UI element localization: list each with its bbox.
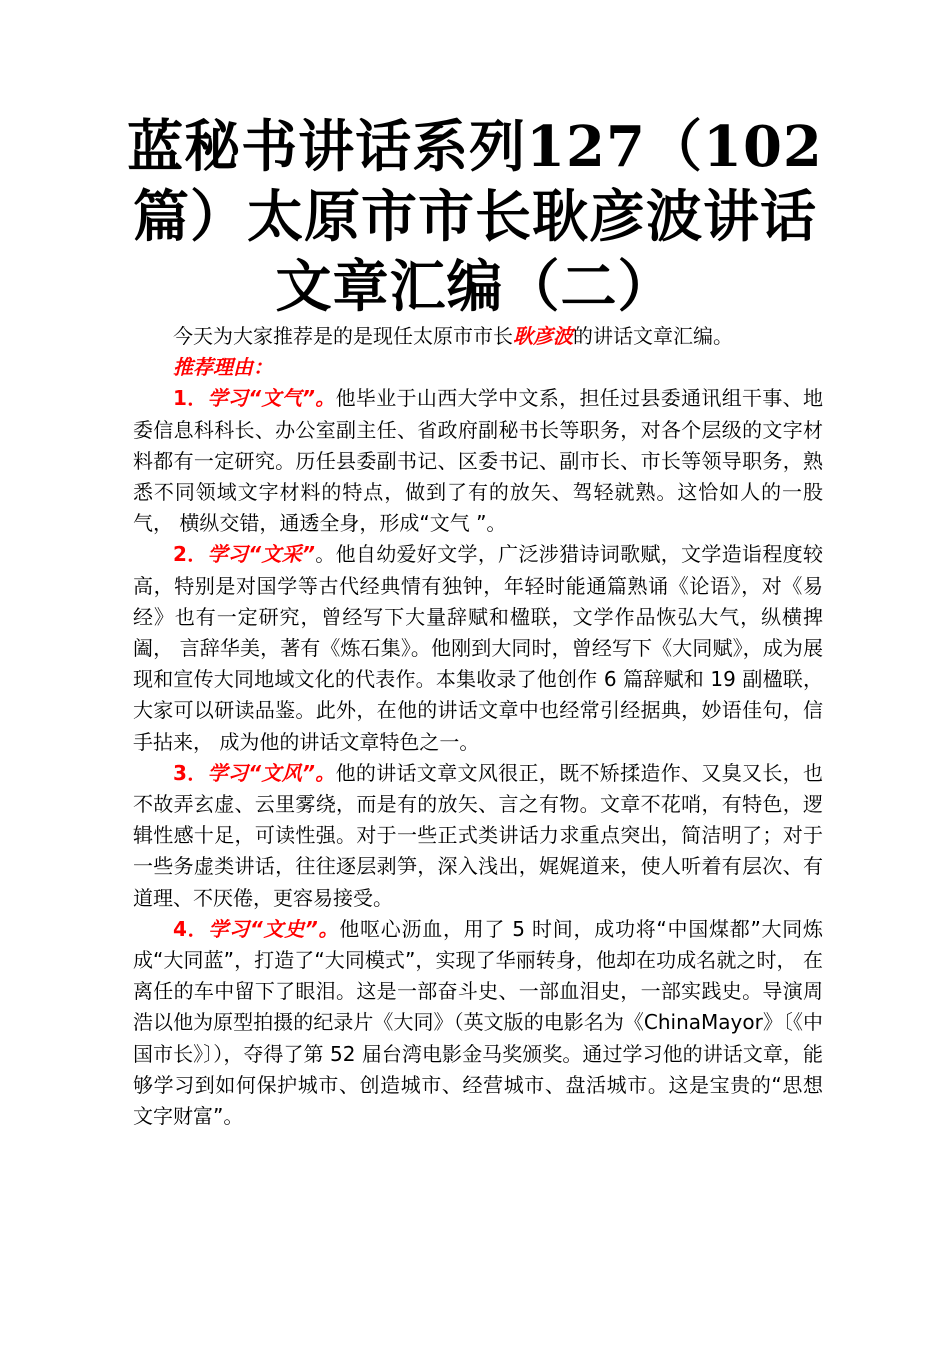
point-label: 学习“文风”。	[207, 760, 336, 785]
point-text: 。他自幼爱好文学，广泛涉猎诗词歌赋，文学造诣程度较高，特别是对国学等古代经典情有独钟，年轻时能通篇熟诵《论语》，对《易经》也有一定研究，曾经写下大量辞赋和楹联，文学作品恢弘大气，纵横捭阖， 言辞华美，著有《炼石集》。他刚到大同时，曾经写下《大同赋》，成为展现和宣传大同地域文化的代表作。本集收录了他创作 6 篇辞赋和 19 副楹联，大家可以研读品鉴。此外，在他的讲话文章中也经常引经据典，妙语佳句，信手拈来， 成为他的讲话文章特色之一。	[133, 542, 823, 754]
document-body	[133, 321, 823, 1132]
title-line-1: 蓝秘书讲话系列127（102	[127, 114, 823, 180]
point-number: 2．	[173, 542, 208, 567]
point-number: 4．	[173, 916, 209, 941]
mayor-name: 耿彦波	[513, 324, 573, 348]
point-text: 他毕业于山西大学中文系，担任过县委通讯组干事、地委信息科科长、办公室副主任、省政府副秘书长等职务，对各个层级的文字材料都有一定研究。历任县委副书记、区委书记、副市长、市长等领导职务，熟悉不同领域文字材料的特点，做到了有的放矢、驾轻就熟。这恰如人的一股气， 横纵交错，通透全身，形成“文气 ”。	[133, 386, 824, 536]
intro-text-after: 的讲话文章汇编。	[573, 324, 733, 348]
point-label: 学习“文采”	[207, 542, 315, 567]
intro-paragraph	[133, 321, 823, 352]
point-paragraph-3	[133, 758, 823, 914]
point-number: 3．	[173, 760, 208, 785]
document-title	[120, 112, 830, 322]
point-label: 学习“文史”。	[208, 916, 340, 941]
intro-text-before: 今天为大家推荐是的是现任太原市市长	[173, 324, 513, 348]
reason-heading	[133, 352, 823, 383]
title-line-2: 篇）太原市市长耿彦波讲话	[133, 184, 817, 250]
point-text: 他呕心沥血，用了 5 时间，成功将“中国煤都”大同炼成“大同蓝”，打造了“大同模式”，实现了华丽转身，他却在功成名就之时， 在离任的车中留下了眼泪。这是一部奋斗史、一部血泪史，一部实践史。导演周浩以他为原型拍摄的纪录片《大同》（英文版的电影名为《ChinaMayor》〔《中国市长》〕），夺得了第 52 届台湾电影金马奖颁奖。通过学习他的讲话文章，能够学习到如何保护城市、创造城市、经营城市、盘活城市。这是宝贵的“思想文字财富”。	[133, 916, 823, 1129]
point-paragraph-2	[133, 539, 823, 757]
point-number: 1．	[173, 386, 208, 411]
point-paragraph-4	[133, 914, 823, 1132]
point-paragraph-1	[133, 383, 823, 539]
title-line-3: 文章汇编（二）	[275, 254, 675, 320]
point-text: 他的讲话文章文风很正，既不矫揉造作、又臭又长，也不故弄玄虚、云里雾绕，而是有的放矢、言之有物。文章不花哨，有特色，逻辑性感十足，可读性强。对于一些正式类讲话力求重点突出，简洁明了；对于一些务虚类讲话，往往逐层剥笋，深入浅出，娓娓道来，使人听着有层次、有道理、不厌倦，更容易接受。	[133, 760, 824, 910]
point-label: 学习“文气”。	[207, 386, 336, 411]
reason-heading-text: 推荐理由：	[173, 355, 273, 380]
